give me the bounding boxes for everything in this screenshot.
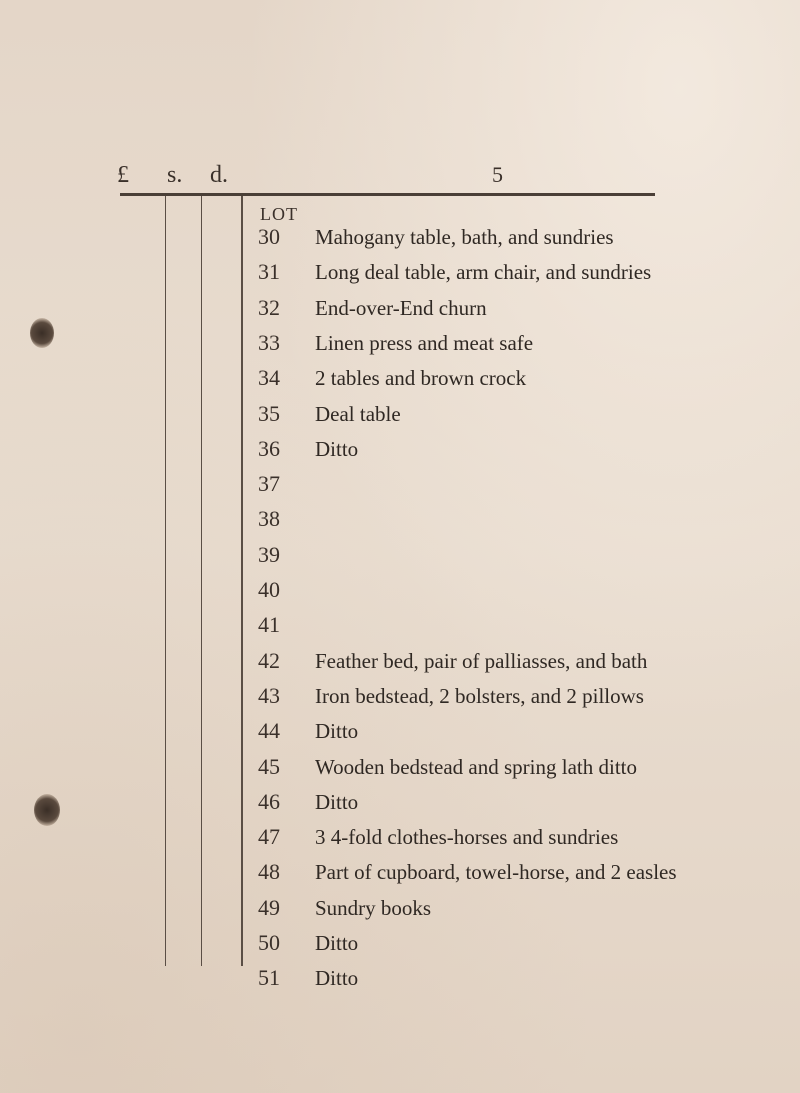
lot-row	[0, 293, 800, 329]
lot-row	[0, 257, 800, 293]
lot-number: 48	[258, 859, 280, 885]
lot-number: 36	[258, 435, 280, 461]
lot-description: 2 tables and brown crock	[315, 366, 527, 391]
lot-number: 30	[258, 224, 280, 249]
ink-stain	[34, 794, 60, 826]
lot-number: 37	[258, 471, 280, 497]
lot-row	[0, 716, 800, 752]
lot-number: 35	[258, 400, 280, 426]
lot-description: Sundry books	[315, 895, 432, 920]
lot-number: 50	[258, 930, 280, 955]
lot-number: 51	[258, 965, 280, 991]
lot-number: 45	[258, 753, 280, 779]
lot-description: Ditto	[315, 931, 359, 955]
lot-row	[0, 469, 800, 505]
lot-description: Linen press and meat safe	[315, 330, 534, 355]
lot-description: Iron bedstead, 2 bolsters, and 2 pillows	[315, 683, 644, 708]
lot-row	[0, 822, 800, 858]
lot-row	[0, 363, 800, 399]
lot-row	[0, 963, 800, 999]
lot-number: 43	[258, 682, 280, 708]
lot-number: 38	[258, 506, 280, 532]
lot-row	[0, 787, 800, 823]
lot-description: End-over-End churn	[315, 295, 487, 320]
lot-row	[0, 434, 800, 470]
lot-row	[0, 610, 800, 646]
lot-description: Long deal table, arm chair, and sundries	[315, 260, 652, 285]
lot-description: Ditto	[315, 789, 359, 814]
lot-row	[0, 928, 800, 964]
lot-number: 44	[258, 718, 280, 744]
lot-row	[0, 752, 800, 788]
lot-column-header: LOT	[260, 204, 298, 224]
lot-number: 31	[258, 259, 280, 285]
lot-description: Ditto	[315, 966, 359, 991]
lot-description: Ditto	[315, 719, 359, 744]
lot-number: 34	[258, 365, 280, 391]
lot-row	[0, 540, 800, 576]
lot-description: Mahogany table, bath, and sundries	[315, 225, 614, 249]
pounds-column-header: £	[117, 162, 129, 188]
lot-row	[0, 893, 800, 929]
lot-description: Ditto	[315, 436, 359, 461]
lot-row	[0, 399, 800, 435]
lot-row	[0, 575, 800, 611]
lot-row	[0, 646, 800, 682]
lot-number: 47	[258, 824, 280, 850]
ink-stain	[30, 318, 54, 348]
lot-number: 40	[258, 577, 280, 602]
lot-row	[0, 222, 800, 258]
lot-row	[0, 504, 800, 540]
lot-description: Deal table	[315, 401, 401, 426]
lot-number: 49	[258, 894, 280, 920]
page-number: 5	[492, 162, 503, 187]
pence-column-header: d.	[210, 162, 228, 188]
lot-number: 39	[258, 541, 280, 567]
lot-description: Wooden bedstead and spring lath ditto	[315, 754, 637, 779]
shillings-column-header: s.	[167, 162, 183, 188]
lot-number: 46	[258, 788, 280, 814]
lot-row	[0, 328, 800, 364]
lot-description: 3 4-fold clothes-horses and sundries	[315, 825, 619, 850]
lot-number: 42	[258, 647, 280, 673]
lot-row	[0, 681, 800, 717]
lot-number: 41	[258, 612, 280, 638]
lot-description: Feather bed, pair of palliasses, and bath	[315, 648, 648, 673]
lot-description: Part of cupboard, towel-horse, and 2 easles	[315, 860, 677, 885]
lot-row	[0, 857, 800, 893]
lot-number: 32	[258, 294, 280, 320]
lot-number: 33	[258, 329, 280, 355]
